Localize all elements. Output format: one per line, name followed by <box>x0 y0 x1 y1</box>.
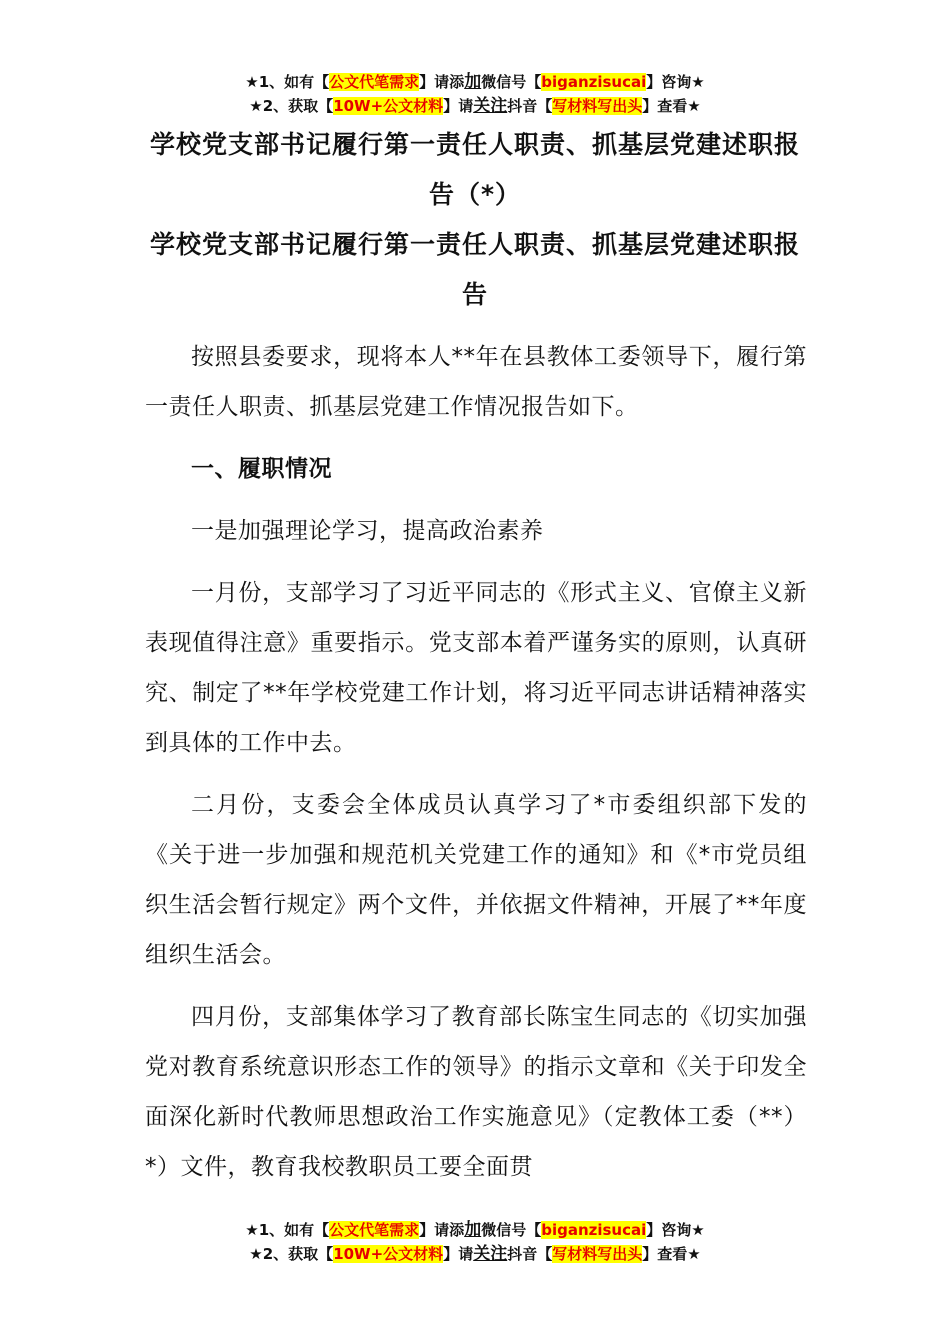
banner-text: 】请添 <box>419 1221 465 1239</box>
banner-text: 】咨询★ <box>646 1221 705 1239</box>
banner-highlight: biganzisucai <box>541 73 647 91</box>
banner-highlight: 10W+公文材料 <box>333 1245 444 1263</box>
banner-underline: 关注 <box>473 96 508 116</box>
banner-text: 】咨询★ <box>646 73 705 91</box>
banner-text: 抖音【 <box>507 97 553 115</box>
banner-line-2 <box>0 94 950 118</box>
banner-text: ★1、如有【 <box>245 1221 330 1239</box>
banner-highlight: 公文代笔需求 <box>329 1221 420 1239</box>
paragraph: 二月份，支委会全体成员认真学习了*市委组织部下发的《关于进一步加强和规范机关党建工作的通知》和《*市党员组织生活会暂行规定》两个文件，并依据文件精神，开展了**年度组织生活会。 <box>145 792 807 968</box>
banner-highlight: 写材料写出头 <box>552 97 643 115</box>
banner-text: 】请 <box>443 1245 474 1263</box>
document-body <box>145 332 807 1204</box>
banner-text: 微信号【 <box>481 73 542 91</box>
banner-text: 】查看★ <box>642 97 701 115</box>
paragraph: 一月份，支部学习了习近平同志的《形式主义、官僚主义新表现值得注意》重要指示。党支部本着严谨务实的原则，认真研究、制定了**年学校党建工作计划，将习近平同志讲话精神落实到具体的工作中去。 <box>145 580 807 756</box>
paragraph-intro: 按照县委要求，现将本人**年在县教体工委领导下，履行第一责任人职责、抓基层党建工作情况报告如下。 <box>145 344 807 420</box>
banner-line-2 <box>0 1242 950 1266</box>
document-title-repeat: 学校党支部书记履行第一责任人职责、抓基层党建述职报告 <box>149 230 800 309</box>
banner-underline: 加 <box>464 1220 482 1240</box>
banner-highlight: 写材料写出头 <box>552 1245 643 1263</box>
paragraph: 四月份，支部集体学习了教育部长陈宝生同志的《切实加强党对教育系统意识形态工作的领导》的指示文章和《关于印发全面深化新时代教师思想政治工作实施意见》（定教体工委（**）*）文件，教育我校教职员工要全面贯 <box>145 1004 807 1180</box>
banner-highlight: 10W+公文材料 <box>333 97 444 115</box>
banner-underline: 加 <box>464 72 482 92</box>
subsection-heading: 一是加强理论学习，提高政治素养 <box>191 518 544 544</box>
banner-text: ★2、获取【 <box>249 97 334 115</box>
banner-text: 抖音【 <box>507 1245 553 1263</box>
banner-text: 】请 <box>443 97 474 115</box>
document-title: 学校党支部书记履行第一责任人职责、抓基层党建述职报告（*） <box>149 130 800 209</box>
banner-highlight: biganzisucai <box>541 1221 647 1239</box>
banner-text: ★2、获取【 <box>249 1245 334 1263</box>
banner-text: 】请添 <box>419 73 465 91</box>
banner-text: 微信号【 <box>481 1221 542 1239</box>
banner-line-1 <box>0 1218 950 1242</box>
banner-highlight: 公文代笔需求 <box>329 73 420 91</box>
banner-text: ★1、如有【 <box>245 73 330 91</box>
section-heading: 一、履职情况 <box>191 456 332 482</box>
bottom-banner <box>0 1218 950 1266</box>
banner-underline: 关注 <box>473 1244 508 1264</box>
banner-line-1 <box>0 70 950 94</box>
top-banner <box>0 70 950 118</box>
banner-text: 】查看★ <box>642 1245 701 1263</box>
